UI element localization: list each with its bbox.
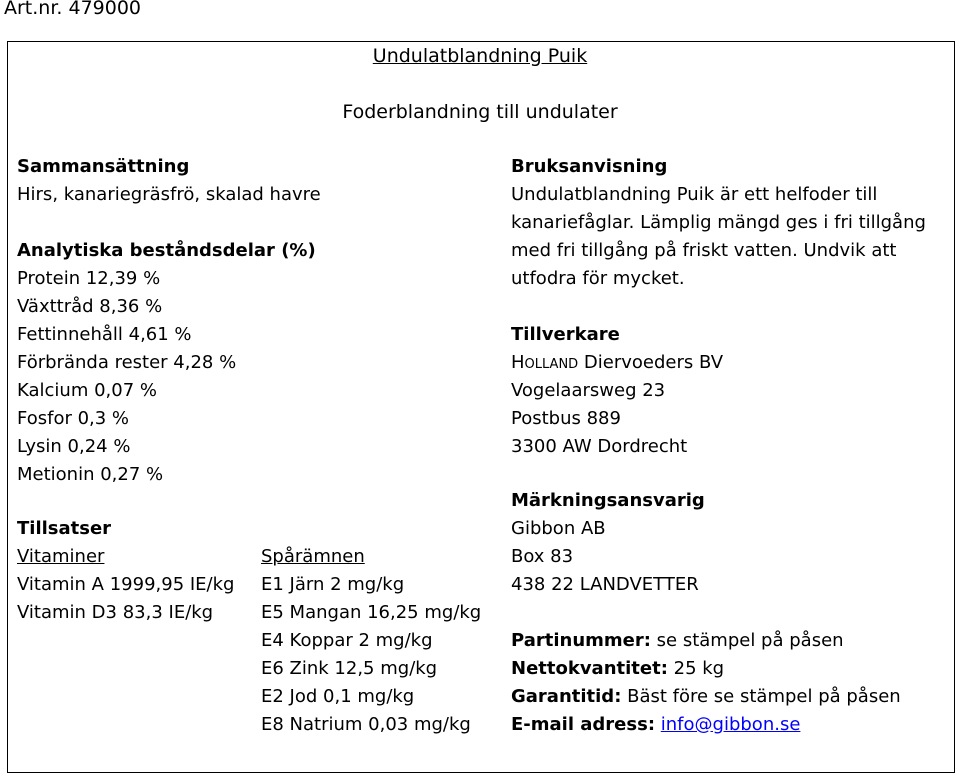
trace-elements-heading: Spårämnen	[261, 546, 365, 567]
analytics-item: Fosfor 0,3 %	[17, 408, 130, 429]
product-label-frame	[7, 41, 955, 773]
vitamins-heading: Vitaminer	[17, 546, 105, 567]
batch-number	[511, 630, 844, 652]
product-subtitle: Foderblandning till undulater	[342, 101, 618, 123]
usage-line: kanariefåglar. Lämplig mängd ges i fri tillgång	[511, 212, 926, 233]
analytics-item: Växttråd 8,36 %	[17, 296, 163, 317]
shelf-life-label: Garantitid:	[511, 686, 622, 707]
manufacturer-name-rest: Diervoeders BV	[578, 352, 724, 373]
manufacturer-heading: Tillverkare	[511, 324, 620, 345]
trace-element-item: E5 Mangan 16,25 mg/kg	[261, 602, 482, 623]
labeling-line: Box 83	[511, 546, 574, 567]
usage-heading: Bruksanvisning	[511, 156, 668, 177]
labeling-heading: Märkningsansvarig	[511, 490, 705, 511]
analytics-item: Fettinnehåll 4,61 %	[17, 324, 192, 345]
trace-element-item: E6 Zink 12,5 mg/kg	[261, 658, 438, 679]
labeling-line: 438 22 LANDVETTER	[511, 574, 699, 595]
article-number: Art.nr. 479000	[4, 0, 142, 19]
trace-element-item: E1 Järn 2 mg/kg	[261, 574, 405, 595]
net-quantity-value: 25 kg	[667, 658, 725, 679]
shelf-life-value: Bäst före se stämpel på påsen	[621, 686, 901, 707]
composition-heading: Sammansättning	[17, 156, 190, 177]
labeling-line: Gibbon AB	[511, 518, 606, 539]
shelf-life	[511, 686, 901, 708]
analytics-heading: Analytiska beståndsdelar (%)	[17, 240, 316, 261]
net-quantity-label: Nettokvantitet:	[511, 658, 668, 679]
manufacturer-name-caps: Holland	[511, 352, 579, 373]
vitamin-item: Vitamin A 1999,95 IE/kg	[17, 574, 235, 595]
manufacturer-address-line: Postbus 889	[511, 408, 621, 429]
manufacturer-name	[511, 352, 723, 374]
email-row	[511, 714, 800, 736]
manufacturer-address-line: Vogelaarsweg 23	[511, 380, 666, 401]
usage-line: Undulatblandning Puik är ett helfoder till	[511, 184, 878, 205]
email-link[interactable]: info@gibbon.se	[660, 714, 801, 735]
additives-heading: Tillsatser	[17, 518, 112, 539]
analytics-item: Lysin 0,24 %	[17, 436, 131, 457]
batch-number-label: Partinummer:	[511, 630, 651, 651]
trace-element-item: E4 Koppar 2 mg/kg	[261, 630, 433, 651]
analytics-item: Protein 12,39 %	[17, 268, 161, 289]
analytics-item: Kalcium 0,07 %	[17, 380, 157, 401]
analytics-item: Metionin 0,27 %	[17, 464, 164, 485]
net-quantity	[511, 658, 724, 680]
manufacturer-address-line: 3300 AW Dordrecht	[511, 436, 688, 457]
email-label: E-mail adress:	[511, 714, 656, 735]
vitamin-item: Vitamin D3 83,3 IE/kg	[17, 602, 214, 623]
usage-line: utfodra för mycket.	[511, 268, 685, 289]
usage-line: med fri tillgång på friskt vatten. Undvik att	[511, 240, 897, 261]
trace-element-item: E2 Jod 0,1 mg/kg	[261, 686, 415, 707]
product-title: Undulatblandning Puik	[372, 45, 588, 67]
analytics-item: Förbrända rester 4,28 %	[17, 352, 237, 373]
batch-number-value: se stämpel på påsen	[650, 630, 844, 651]
composition-text: Hirs, kanariegräsfrö, skalad havre	[17, 184, 321, 205]
trace-element-item: E8 Natrium 0,03 mg/kg	[261, 714, 471, 735]
